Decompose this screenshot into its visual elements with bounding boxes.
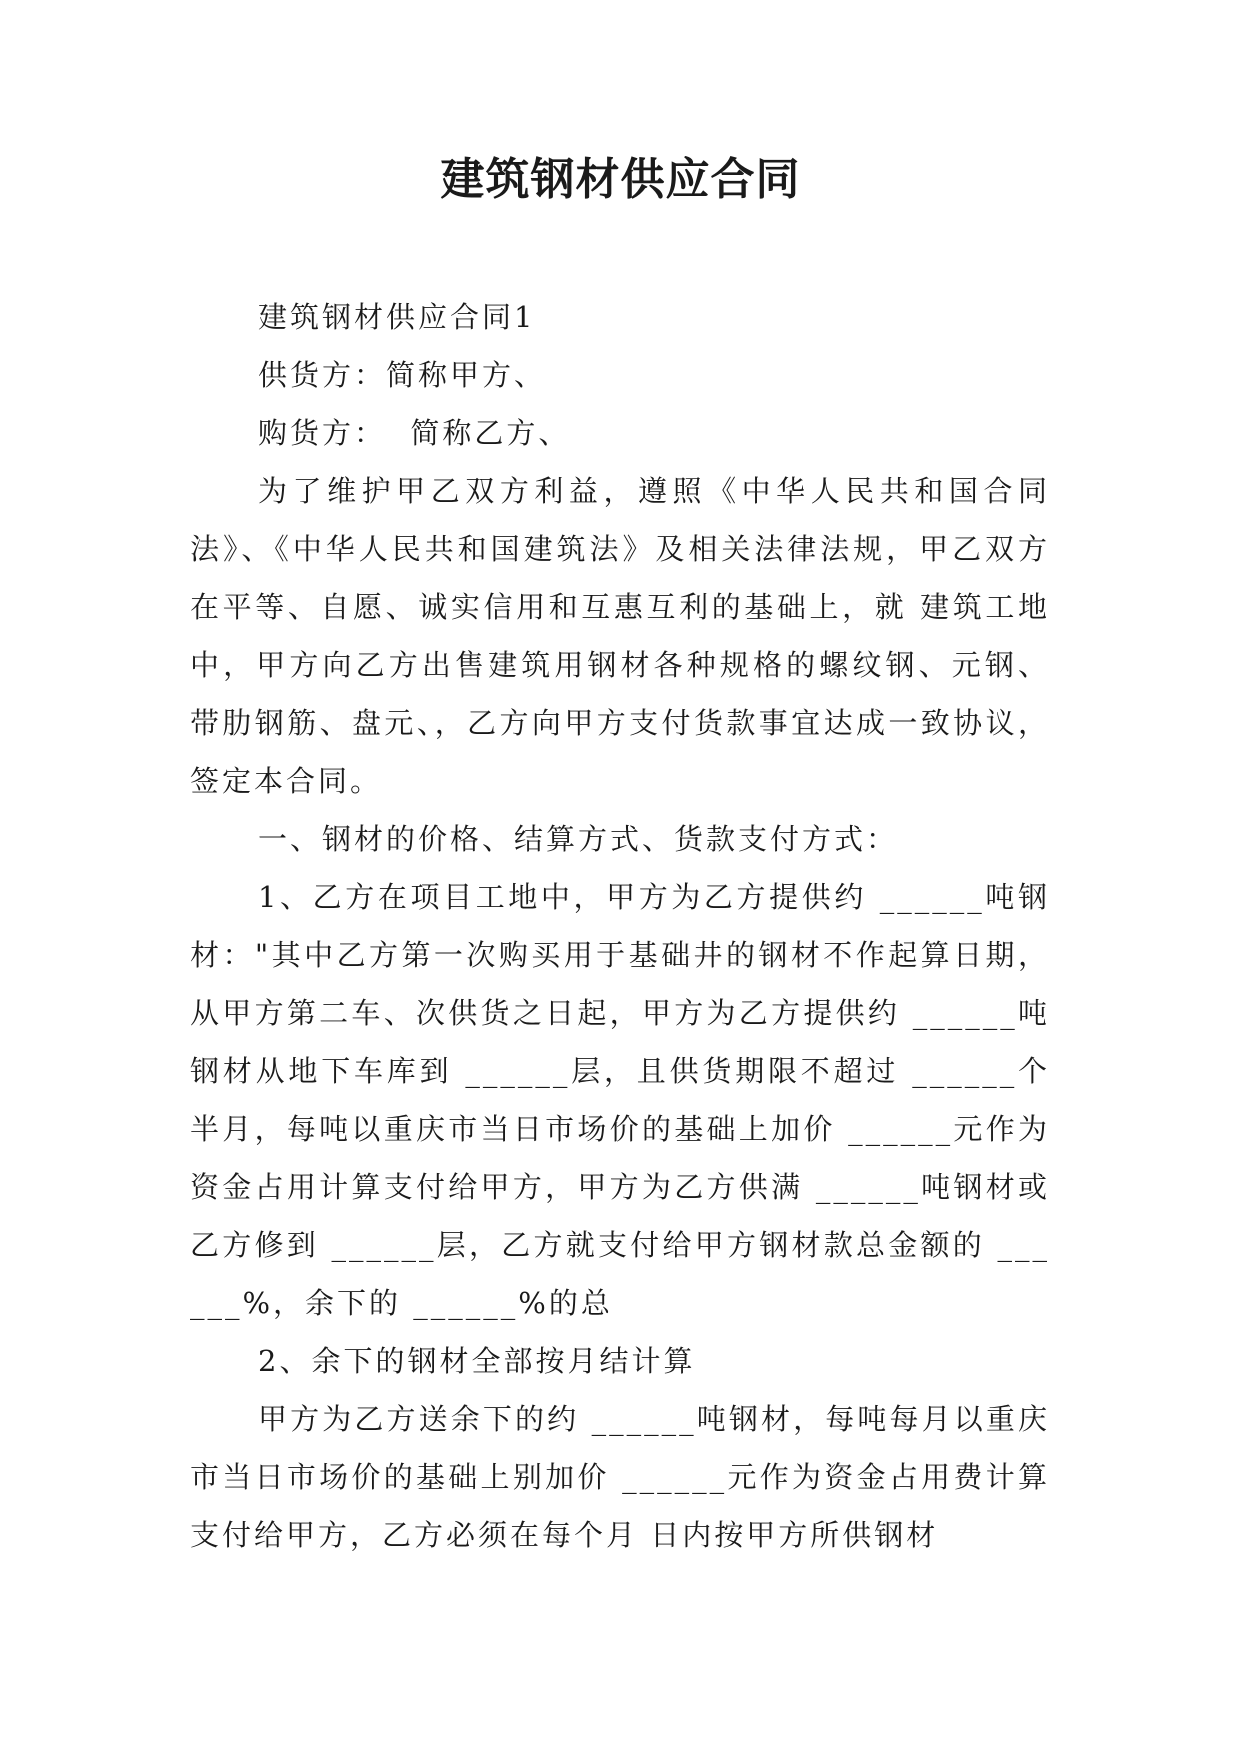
document-body [190,288,1050,1564]
supplier-line: 供货方：简称甲方、 [258,358,547,392]
clause-2-heading: 2、余下的钢材全部按月结计算 [258,1344,696,1378]
clause-1-paragraph: 1、乙方在项目工地中，甲方为乙方提供约 ______吨钢材："其中乙方第一次购买用于基础井的钢材不作起算日期，从甲方第二车、次供货之日起，甲方为乙方提供约 ______吨钢材从地下车库到 ______层，且供货期限不超过 ______个半月，每吨以重庆市当日市场价的基础上加价 ______元作为资金占用计算支付给甲方，甲方为乙方供满 ______吨钢材或乙方修到 ______层，乙方就支付给甲方钢材款总金额的 ______%，余下的 ______%的总 [190,880,1050,1320]
contract-subtitle: 建筑钢材供应合同1 [258,300,536,334]
section-heading: 一、钢材的价格、结算方式、货款支付方式： [258,822,899,856]
document-title: 建筑钢材供应合同 [440,154,801,205]
preamble-paragraph: 为了维护甲乙双方利益，遵照《中华人民共和国合同法》、《中华人民共和国建筑法》及相关法律法规，甲乙双方在平等、自愿、诚实信用和互惠互利的基础上，就 建筑工地中，甲方向乙方出售建筑用钢材各种规格的螺纹钢、元钢、带肋钢筋、盘元、，乙方向甲方支付货款事宜达成一致协议，签定本合同。 [190,474,1050,798]
clause-2-paragraph: 甲方为乙方送余下的约 ______吨钢材，每吨每月以重庆市当日市场价的基础上别加价 ______元作为资金占用费计算支付给甲方，乙方必须在每个月 日内按甲方所供钢材 [190,1402,1050,1552]
buyer-line: 购货方： 简称乙方、 [258,416,571,450]
